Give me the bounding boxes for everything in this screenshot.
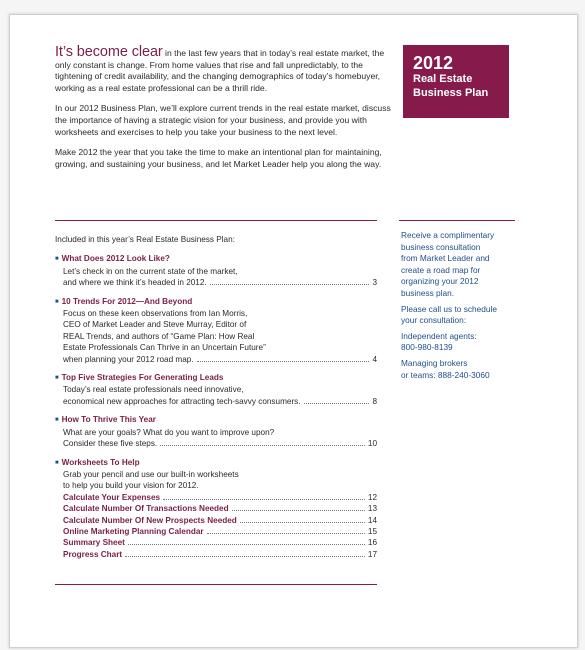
dot-leader: [163, 499, 365, 500]
square-bullet-icon: ■: [55, 417, 59, 424]
toc-sub-entry[interactable]: [55, 549, 377, 560]
toc-sub-entry[interactable]: [55, 537, 377, 548]
sidebar-brokers-phone[interactable]: Managing brokers or teams: 888-240-3060: [401, 357, 490, 380]
toc-sub-entry[interactable]: [55, 503, 377, 514]
toc-section-title-row: [55, 372, 377, 384]
toc-page-number: 3: [372, 278, 377, 288]
toc-section-line: Grab your pencil and use our built-in worksheets: [63, 469, 239, 479]
toc-page-number: 8: [372, 396, 377, 406]
toc-section-line: Focus on these keen observations from Ian Morris,: [63, 309, 248, 319]
toc-entry[interactable]: [55, 396, 377, 407]
toc-section-line: to help you build your vision for 2012.: [63, 481, 199, 491]
intro-paragraph-3: Make 2012 the year that you take the time to make an intentional plan for maintaining, growing, and sustaining your business, and let Market Leader help you along the way.: [55, 147, 382, 169]
toc-sub-entry[interactable]: [55, 492, 377, 503]
toc-sub-entry-label: Calculate Number Of Transactions Needed: [63, 504, 229, 514]
toc-section-title-row: [55, 457, 377, 469]
toc-section-line: Let’s check in on the current state of the market,: [63, 266, 238, 276]
toc-section-line: What are your goals? What do you want to improve upon?: [63, 427, 275, 437]
toc-section-title-row: [55, 414, 377, 426]
toc-sub-entry-label: Progress Chart: [63, 549, 123, 559]
toc-page-number: 13: [367, 504, 377, 514]
toc-entry[interactable]: [55, 277, 377, 288]
toc-page-number: 16: [367, 538, 377, 548]
toc-section-line: Estate Professionals Can Thrive in an Uncertain Future”: [63, 343, 266, 353]
badge-title: Real Estate Business Plan: [413, 73, 489, 99]
table-of-contents: [55, 234, 377, 567]
toc-sub-entry-label: Calculate Your Expenses: [63, 492, 161, 502]
toc-page-number: 4: [372, 354, 377, 364]
toc-section: [55, 457, 377, 561]
sidebar-agents-phone[interactable]: Independent agents: 800-980-8139: [401, 330, 477, 353]
dot-leader: [125, 556, 365, 557]
section-divider-left: [55, 220, 377, 221]
sidebar-call-text: Please call us to schedule your consultation:: [401, 303, 497, 326]
intro-paragraph-1-text: in the last few years that in today’s real estate market, the only constant is change. From home values that rise and fall unpredictably, to the tightening of credit availability, and the changing demographics of today’s homebuyer, working as a real estate professional can be a thrill ride.: [55, 48, 385, 93]
square-bullet-icon: ■: [55, 298, 59, 305]
dot-leader: [232, 510, 365, 511]
toc-page-number: 10: [367, 439, 377, 449]
consultation-sidebar: [401, 230, 521, 385]
toc-page-number: 15: [367, 526, 377, 536]
toc-heading: Included in this year’s Real Estate Business Plan:: [55, 235, 235, 244]
toc-entry[interactable]: [55, 438, 377, 449]
toc-section-title[interactable]: 10 Trends For 2012—And Beyond: [61, 296, 193, 306]
toc-section: [55, 414, 377, 449]
sidebar-offer-text: Receive a complimentary business consultation from Market Leader and create a road map for organizing your 2012 business plan.: [401, 230, 495, 298]
toc-section-title[interactable]: How To Thrive This Year: [61, 415, 156, 425]
toc-sub-entry-label: Online Marketing Planning Calendar: [63, 526, 204, 536]
dot-leader: [210, 284, 370, 285]
square-bullet-icon: ■: [55, 375, 59, 382]
square-bullet-icon: ■: [55, 256, 59, 263]
intro-paragraph-1: [55, 44, 392, 94]
toc-page-number: 12: [367, 492, 377, 502]
dot-leader: [304, 403, 370, 404]
toc-sub-entry-label: Summary Sheet: [63, 538, 125, 548]
toc-section-line: Today’s real estate professionals need innovative,: [63, 385, 244, 395]
toc-section: [55, 372, 377, 407]
toc-sub-entry[interactable]: [55, 526, 377, 537]
toc-entry-text: and where we think it’s headed in 2012.: [63, 278, 207, 288]
toc-entry-text: Consider these five steps.: [63, 439, 158, 449]
dot-leader: [160, 445, 365, 446]
toc-entry[interactable]: [55, 354, 377, 365]
toc-section-line: REAL Trends, and authors of “Game Plan: How Real: [63, 331, 255, 341]
section-divider-right: [399, 220, 515, 221]
section-divider-bottom: [55, 584, 377, 585]
toc-entry-text: economical new approaches for attracting tech-savvy consumers.: [63, 396, 301, 406]
toc-section-title[interactable]: What Does 2012 Look Like?: [61, 254, 170, 264]
badge-year: 2012: [413, 53, 454, 73]
lead-in-phrase: It’s become clear: [55, 44, 163, 60]
toc-section-title-row: [55, 253, 377, 265]
toc-page-number: 17: [367, 549, 377, 559]
toc-section-title-row: [55, 296, 377, 308]
toc-sub-entry[interactable]: [55, 515, 377, 526]
square-bullet-icon: ■: [55, 459, 59, 466]
dot-leader: [207, 533, 365, 534]
toc-page-number: 14: [367, 515, 377, 525]
toc-section: [55, 253, 377, 288]
dot-leader: [240, 522, 365, 523]
toc-sub-entry-label: Calculate Number Of New Prospects Needed: [63, 515, 237, 525]
toc-entry-text: when planning your 2012 road map.: [63, 354, 194, 364]
toc-section: [55, 296, 377, 365]
toc-section-title[interactable]: Worksheets To Help: [61, 457, 140, 467]
title-badge: [403, 45, 509, 118]
intro-paragraph-2: In our 2012 Business Plan, we’ll explore current trends in the real estate market, discuss the importance of having a strategic vision for your business, and provide you with worksheets and exercises to help you take your business to the next level.: [55, 103, 391, 137]
toc-section-line: CEO of Market Leader and Steve Murray, Editor of: [63, 320, 247, 330]
toc-section-title[interactable]: Top Five Strategies For Generating Leads: [61, 373, 224, 383]
dot-leader: [197, 361, 370, 362]
intro-text: [55, 44, 392, 179]
dot-leader: [128, 544, 365, 545]
